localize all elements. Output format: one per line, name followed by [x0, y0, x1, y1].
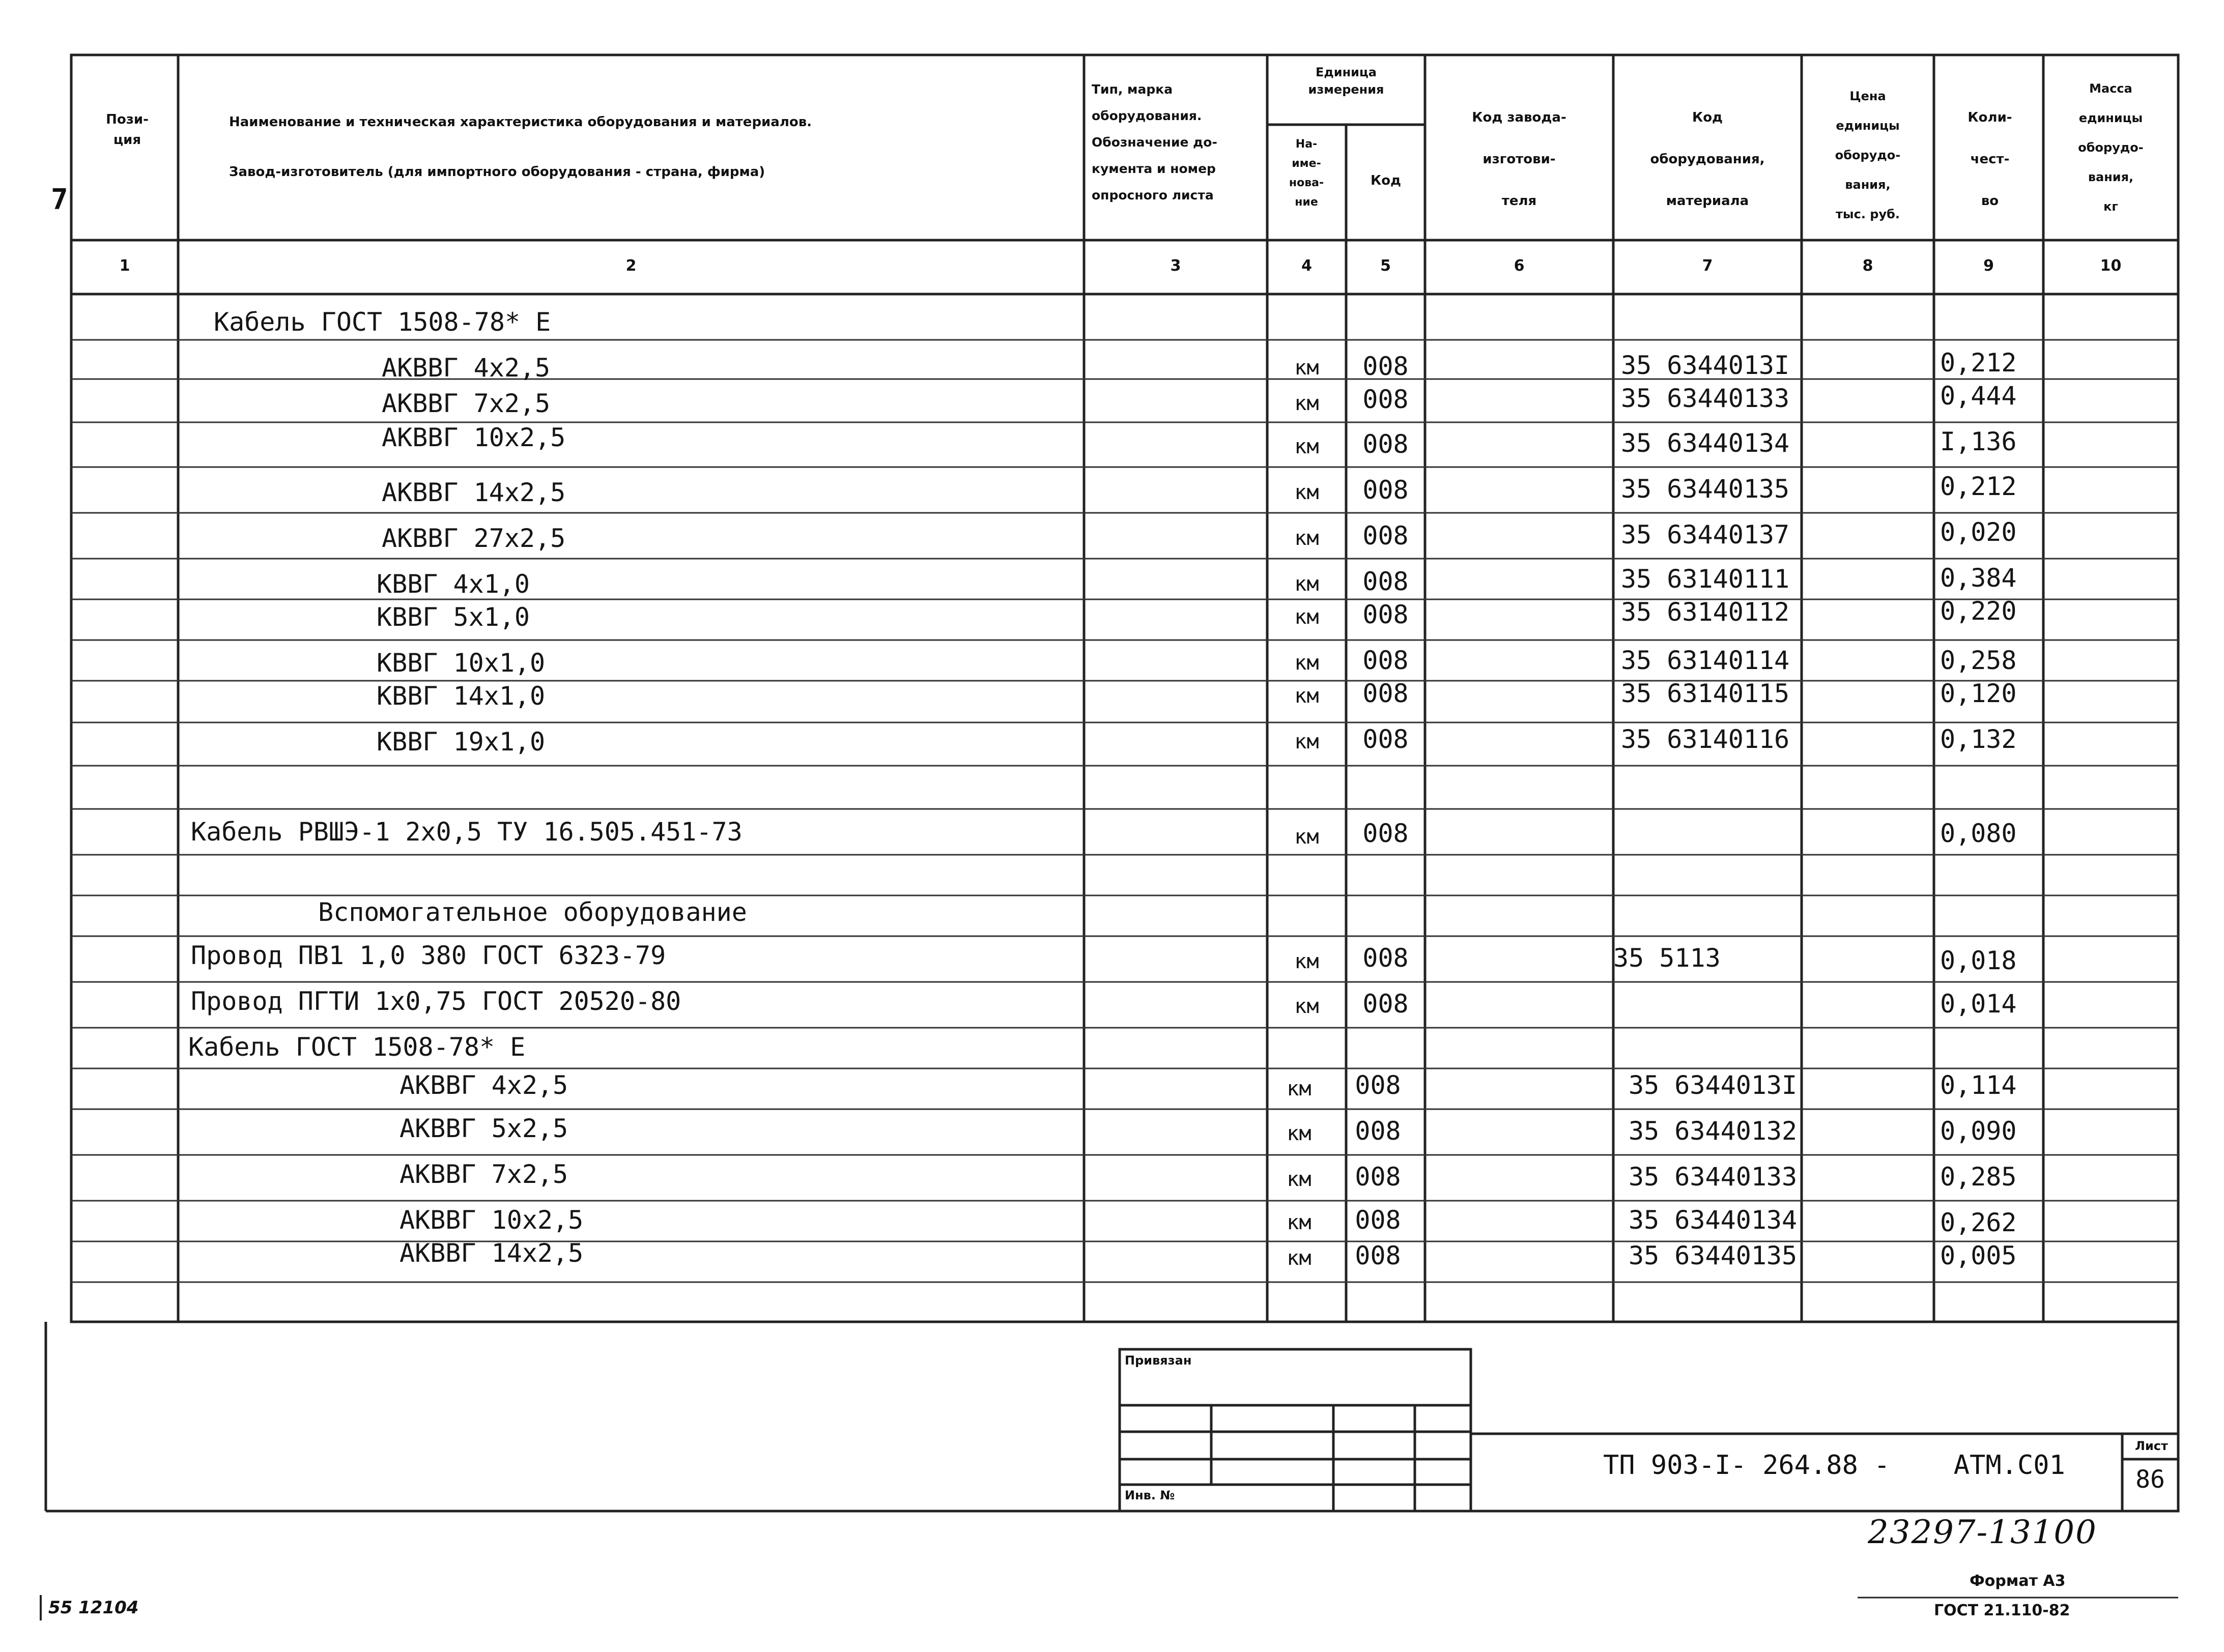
- row-unit: км: [1294, 825, 1319, 849]
- row-unit-code: 008: [1362, 646, 1409, 675]
- row-equipment-code: 35 63440135: [1621, 474, 1790, 504]
- colnum-10: 10: [2100, 257, 2122, 275]
- row-name: КВВГ 4х1,0: [377, 569, 530, 599]
- row-equipment-code: 35 63440137: [1621, 520, 1790, 549]
- header-name-line2: Завод-изготовитель (для импортного оборудования - страна, фирма): [229, 164, 765, 180]
- row-equipment-code: 35 63440133: [1629, 1162, 1798, 1192]
- row-equipment-code: 35 63440133: [1621, 384, 1790, 413]
- row-equipment-code: 35 5113: [1613, 943, 1721, 973]
- row-unit-code: 008: [1362, 429, 1409, 459]
- row-name: Кабель РВШЭ-1 2х0,5 ТУ 16.505.451-73: [191, 817, 743, 847]
- row-equipment-code: 35 63440132: [1629, 1116, 1798, 1146]
- row-unit: км: [1294, 481, 1319, 504]
- row-quantity: I,136: [1940, 427, 2017, 456]
- format-label: Формат А3: [1970, 1572, 2066, 1590]
- row-equipment-code: 35 63440135: [1629, 1241, 1798, 1270]
- colnum-3: 3: [1170, 257, 1181, 275]
- row-name: АКВВГ 4х2,5: [382, 353, 551, 383]
- row-name: КВВГ 10х1,0: [377, 648, 546, 678]
- colnum-4: 4: [1301, 257, 1312, 275]
- colnum-1: 1: [119, 257, 130, 275]
- row-unit-code: 008: [1362, 567, 1409, 596]
- row-name: АКВВГ 10х2,5: [382, 423, 566, 452]
- row-unit: км: [1294, 527, 1319, 550]
- row-quantity: 0,212: [1940, 348, 2017, 378]
- row-name: Вспомогательное оборудование: [318, 897, 747, 927]
- row-unit: км: [1294, 730, 1319, 753]
- row-name: АКВВГ 14х2,5: [400, 1238, 584, 1268]
- row-quantity: 0,014: [1940, 989, 2017, 1019]
- row-name: Провод ПГТИ 1х0,75 ГОСТ 20520-80: [191, 987, 681, 1016]
- sheet-number: 86: [2135, 1465, 2165, 1494]
- row-unit: км: [1294, 572, 1319, 596]
- colnum-2: 2: [625, 257, 637, 275]
- row-quantity: 0,114: [1940, 1070, 2017, 1100]
- row-quantity: 0,090: [1940, 1116, 2017, 1146]
- gost-label: ГОСТ 21.110-82: [1934, 1602, 2070, 1619]
- row-unit-code: 008: [1362, 819, 1409, 848]
- row-quantity: 0,262: [1940, 1208, 2017, 1237]
- row-name: Кабель ГОСТ 1508-78* Е: [188, 1032, 526, 1062]
- row-quantity: 0,018: [1940, 946, 2017, 975]
- privyazan-label: Привязан: [1125, 1353, 1192, 1368]
- colnum-5: 5: [1380, 257, 1391, 275]
- row-name: АКВВГ 7х2,5: [400, 1160, 568, 1189]
- row-quantity: 0,132: [1940, 724, 2017, 754]
- row-name: Кабель ГОСТ 1508-78* Е: [214, 307, 551, 337]
- row-unit: км: [1294, 995, 1319, 1018]
- row-equipment-code: 35 63140111: [1621, 564, 1790, 594]
- row-unit: км: [1287, 1168, 1311, 1191]
- row-unit: км: [1294, 684, 1319, 708]
- row-quantity: 0,120: [1940, 679, 2017, 708]
- row-equipment-code: 35 63440134: [1629, 1205, 1798, 1235]
- row-equipment-code: 35 63140112: [1621, 597, 1790, 627]
- left-code: 55 12104: [48, 1598, 139, 1618]
- header-mass: Масса единицы оборудо- вания, кг: [2078, 81, 2144, 214]
- row-quantity: 0,384: [1940, 563, 2017, 593]
- row-name: АКВВГ 10х2,5: [400, 1205, 584, 1235]
- row-unit-code: 008: [1362, 679, 1409, 708]
- row-unit-code: 008: [1355, 1070, 1401, 1100]
- row-unit-code: 008: [1362, 600, 1409, 629]
- row-name: АКВВГ 5х2,5: [400, 1114, 568, 1143]
- row-quantity: 0,220: [1940, 596, 2017, 626]
- row-unit-code: 008: [1355, 1241, 1401, 1270]
- header-quantity: Коли- чест- во: [1968, 110, 2012, 209]
- row-equipment-code: 35 63140114: [1621, 646, 1790, 675]
- row-quantity: 0,020: [1940, 517, 2017, 547]
- row-unit-code: 008: [1362, 475, 1409, 505]
- row-unit: км: [1294, 435, 1319, 458]
- row-unit-code: 008: [1362, 989, 1409, 1019]
- handwritten-number: 23297-13100: [1868, 1514, 2097, 1551]
- row-unit: км: [1294, 356, 1319, 380]
- row-quantity: 0,080: [1940, 819, 2017, 848]
- row-equipment-code: 35 63140116: [1621, 724, 1790, 754]
- row-unit-code: 008: [1355, 1205, 1401, 1235]
- inventory-number-label: Инв. №: [1125, 1488, 1175, 1502]
- row-quantity: 0,258: [1940, 646, 2017, 675]
- row-name: АКВВГ 14х2,5: [382, 478, 566, 507]
- row-quantity: 0,285: [1940, 1162, 2017, 1192]
- colnum-6: 6: [1514, 257, 1525, 275]
- margin-mark: 7: [51, 183, 68, 216]
- row-unit: км: [1294, 605, 1319, 629]
- row-equipment-code: 35 6344013I: [1629, 1070, 1798, 1100]
- row-name: АКВВГ 7х2,5: [382, 389, 551, 418]
- row-unit: км: [1287, 1247, 1311, 1270]
- row-unit: км: [1294, 950, 1319, 973]
- row-name: АКВВГ 27х2,5: [382, 524, 566, 553]
- row-equipment-code: 35 63440134: [1621, 428, 1790, 458]
- row-unit-code: 008: [1362, 352, 1409, 381]
- colnum-7: 7: [1702, 257, 1713, 275]
- row-unit-code: 008: [1355, 1162, 1401, 1192]
- row-unit: км: [1287, 1122, 1311, 1145]
- header-position: Пози- ция: [106, 112, 149, 148]
- document-code: ТП 903-I- 264.88 - АТМ.С01: [1603, 1450, 2065, 1481]
- row-name: Провод ПВ1 1,0 380 ГОСТ 6323-79: [191, 941, 666, 970]
- row-unit: км: [1287, 1211, 1311, 1234]
- header-unit-code: Код: [1370, 173, 1402, 188]
- row-quantity: 0,212: [1940, 472, 2017, 501]
- row-name: КВВГ 19х1,0: [377, 727, 546, 757]
- row-unit-code: 008: [1355, 1116, 1401, 1146]
- row-unit: км: [1294, 392, 1319, 415]
- row-equipment-code: 35 6344013I: [1621, 351, 1790, 380]
- row-unit: км: [1287, 1077, 1311, 1100]
- row-name: КВВГ 5х1,0: [377, 602, 530, 632]
- sheet-label: Лист: [2135, 1439, 2168, 1453]
- row-unit: км: [1294, 651, 1319, 675]
- header-name-line1: Наименование и техническая характеристика оборудования и материалов.: [229, 114, 812, 130]
- header-unit-name: На- име- нова- ние: [1289, 138, 1324, 209]
- row-name: КВВГ 14х1,0: [377, 681, 546, 711]
- row-unit-code: 008: [1362, 521, 1409, 550]
- header-unit-group: Единица измерения: [1308, 65, 1384, 97]
- row-unit-code: 008: [1362, 724, 1409, 754]
- row-name: АКВВГ 4х2,5: [400, 1070, 568, 1100]
- header-equipment-code: Код оборудования, материала: [1650, 110, 1765, 209]
- row-equipment-code: 35 63140115: [1621, 679, 1790, 708]
- colnum-8: 8: [1862, 257, 1873, 275]
- header-maker-code: Код завода- изготови- теля: [1472, 110, 1566, 209]
- row-unit-code: 008: [1362, 943, 1409, 973]
- colnum-9: 9: [1983, 257, 1994, 275]
- header-type: Тип, марка оборудования. Обозначение до- кумента и номер опросного листа: [1092, 82, 1217, 202]
- row-quantity: 0,444: [1940, 381, 2017, 411]
- header-price: Цена единицы оборудо- вания, тыс. руб.: [1835, 89, 1901, 221]
- row-unit-code: 008: [1362, 385, 1409, 414]
- row-quantity: 0,005: [1940, 1241, 2017, 1270]
